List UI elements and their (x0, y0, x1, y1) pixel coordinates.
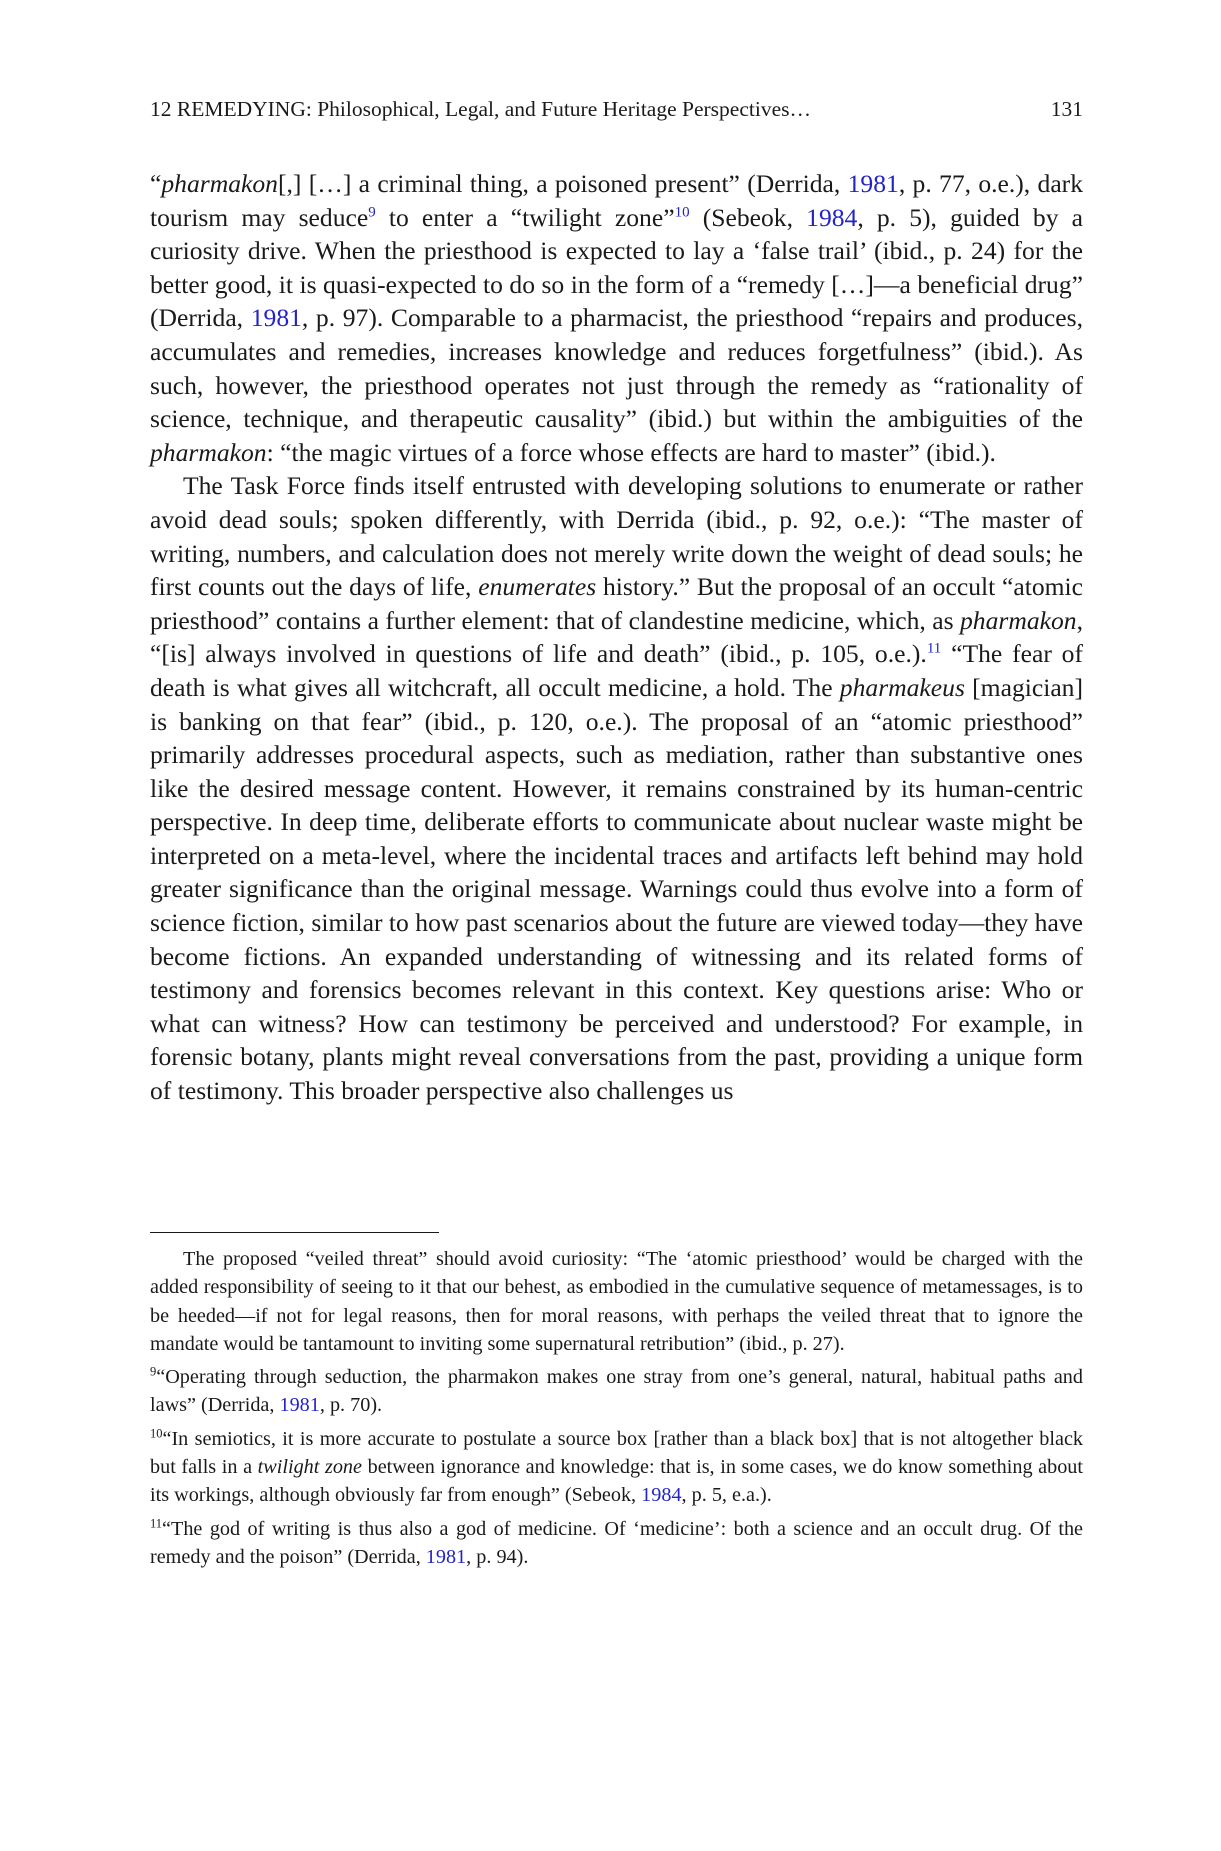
text-run: “In semiotics, it is more accurate to postulate a source box [rather than a black box] that is not altogether black but falls in a (150, 1427, 1083, 1479)
text-run: , p. 94). (466, 1545, 529, 1568)
footnote-ref-10[interactable]: 10 (674, 204, 690, 221)
footnotes (150, 1245, 1083, 1576)
italic-term: enumerates (478, 572, 597, 602)
italic-term: pharmakon (161, 169, 278, 198)
italic-term: pharmakeus (839, 672, 965, 702)
citation-link-sebeok-1984[interactable]: 1984 (806, 202, 858, 232)
citation-link-derrida-1981[interactable]: 1981 (847, 169, 899, 198)
citation-link-sebeok-1984[interactable]: 1984 (641, 1484, 682, 1507)
citation-link-derrida-1981[interactable]: 1981 (250, 303, 302, 333)
footnote-number: 11 (150, 1515, 163, 1530)
text-run: “Operating through seduction, the pharmakon makes one stray from one’s general, natural, habitual paths and laws” (Derrida, (150, 1366, 1083, 1417)
text-run: : “the magic virtues of a force whose effects are hard to master” (ibid.). (266, 437, 996, 467)
footnote-11 (150, 1515, 1083, 1572)
paragraph-2 (150, 469, 1083, 1107)
citation-link-derrida-1981[interactable]: 1981 (425, 1545, 467, 1568)
text-run: , “[is] always involved in questions of life and death” (ibid., p. 105, o.e.). (150, 605, 1083, 669)
text-run: (Sebeok, (689, 202, 807, 232)
text-run: “The fear of death is what gives all witchcraft, all occult medicine, a hold. The (150, 639, 1083, 702)
text-run: history.” But the proposal of an occult “atomic priesthood” contains a further element: that of clandestine medicine, which, as (150, 572, 1083, 635)
footnote-number: 10 (150, 1426, 163, 1441)
running-head (150, 97, 1083, 127)
text-run: , p. 5), guided by a curiosity drive. When the priesthood is expected to lay a ‘false trail’ (ibid., p. 24) for the better good, it is quasi-expected to do so in the form of a “remedy […]—a beneficial drug” (Derrida, (150, 202, 1084, 333)
footnote-separator (150, 1232, 439, 1233)
citation-link-derrida-1981[interactable]: 1981 (279, 1394, 320, 1417)
chapter-running-title: 12 REMEDYING: Philosophical, Legal, and Future Heritage Perspectives… (150, 97, 811, 121)
text-run: , p. 77, o.e.), dark tourism may seduce (150, 169, 1083, 232)
text-run: , p. 97). Comparable to a pharmacist, the priesthood “repairs and produces, accumulates and remedies, increases knowledge and reduces forgetfulness” (ibid.). As such, however, the priesthood operates not just through the remedy as “rationality of science, technique, and therapeutic causality” (ibid.) but within the ambiguities of the (150, 303, 1084, 434)
text-run: [magician] is banking on that fear” (ibid., p. 120, o.e.). The proposal of an “atomic priesthood” primarily addresses procedural aspects, such as mediation, rather than substantive ones like the desired message content. However, it remains constrained by its human-centric perspective. In deep time, deliberate efforts to communicate about nuclear waste might be interpreted on a meta-level, where the incidental traces and artifacts left behind may hold greater significance than the original message. Warnings could thus evolve into a form of science fiction, similar to how past scenarios about the future are viewed today—they have become fictions. An expanded understanding of witnessing and its related forms of testimony and forensics becomes relevant in this context. Key questions arise: Who or what can witness? How can testimony be perceived and understood? For example, in forensic botany, plants might reveal conversations from the past, providing a unique form of testimony. This broader perspective also challenges us (150, 672, 1083, 1106)
footnote-ref-9[interactable]: 9 (368, 204, 376, 221)
text-run: to enter a “twilight zone” (375, 202, 675, 232)
footnote-10 (150, 1425, 1083, 1510)
page-number: 131 (1050, 97, 1083, 121)
text-run: [,] […] a criminal thing, a poisoned present” (Derrida, (277, 169, 848, 198)
text-run: between ignorance and knowledge: that is, in some cases, we do know something about its workings, although obviously far from enough” (Sebeok, (150, 1456, 1083, 1507)
italic-term: pharmakon (150, 437, 267, 467)
text-run: “The god of writing is thus also a god of medicine. Of ‘medicine’: both a science and an occult drug. Of the remedy and the poison” (Derrida, (150, 1517, 1083, 1568)
italic-term: twilight zone (257, 1456, 362, 1479)
text-run: , p. 70). (319, 1394, 383, 1417)
text-run: The Task Force finds itself entrusted with developing solutions to enumerate or rather avoid dead souls; spoken differently, with Derrida (ibid., p. 92, o.e.): “The master of writing, numbers, and calculation does not merely write down the weight of dead souls; he first counts out the days of life, (150, 471, 1083, 602)
body-text (150, 167, 1083, 1108)
text-run: “ (150, 169, 162, 198)
text-run: , p. 5, e.a.). (681, 1484, 772, 1507)
italic-term: pharmakon (960, 605, 1077, 635)
footnote-number: 9 (150, 1364, 157, 1379)
paragraph-1 (150, 167, 1083, 469)
footnote-ref-11[interactable]: 11 (926, 640, 942, 657)
footnote-continued: The proposed “veiled threat” should avoid curiosity: “The ‘atomic priesthood’ would be charged with the added responsibility of seeing to it that our behest, as embodied in the cumulative sequence of metamessages, is to be heeded—if not for legal reasons, then for moral reasons, with perhaps the veiled threat that to ignore the mandate would be tantamount to inviting some supernatural retribution” (ibid., p. 27). (150, 1248, 1083, 1355)
footnote-9 (150, 1363, 1083, 1420)
